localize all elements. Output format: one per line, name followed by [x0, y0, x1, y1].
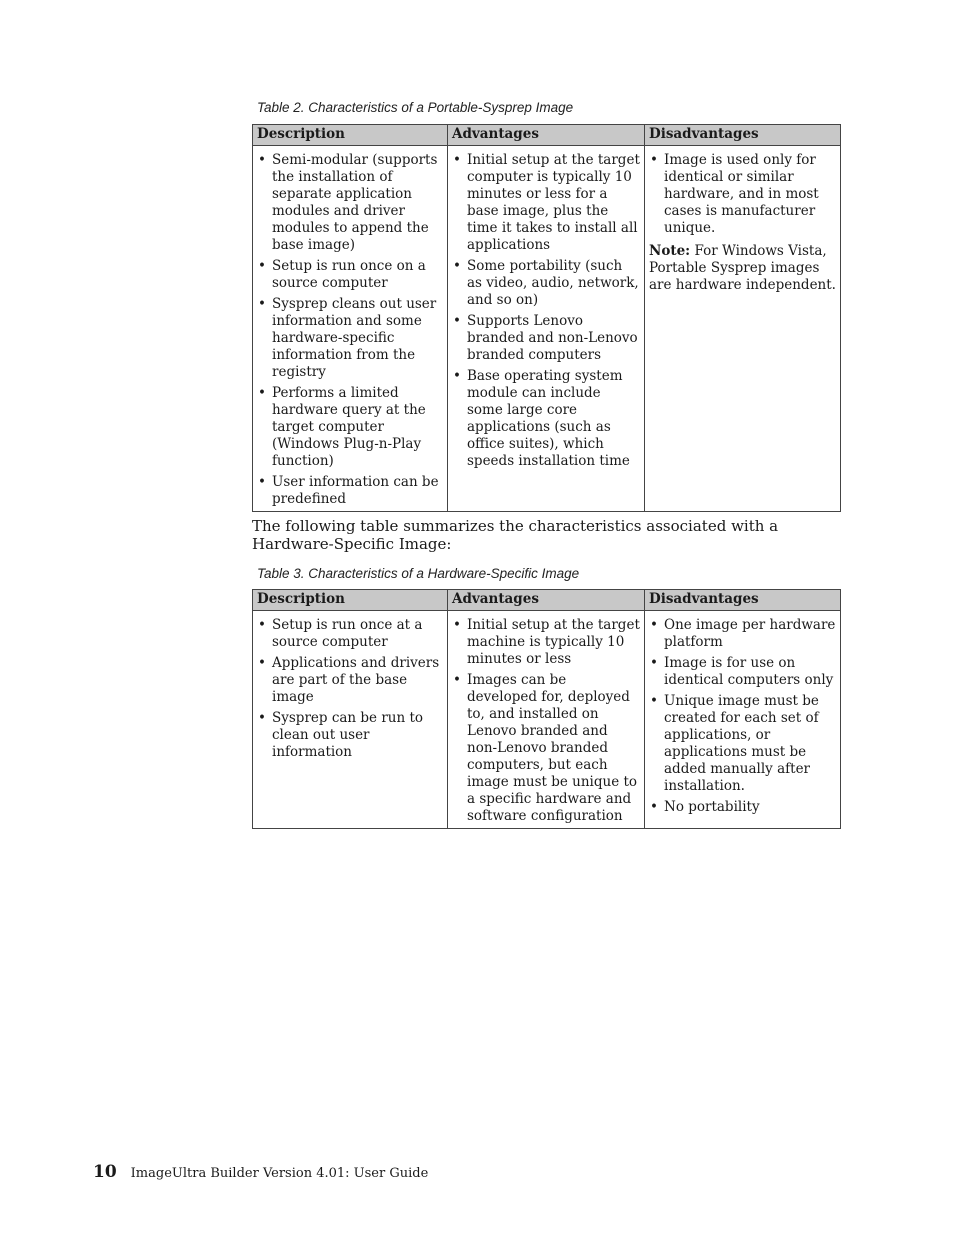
column-header-description: Description — [253, 125, 448, 146]
page-footer — [93, 1162, 428, 1182]
list-item: • Initial setup at the target machine is typically 10 minutes or less — [452, 617, 640, 668]
list-item: • Initial setup at the target computer is typically 10 minutes or less for a base image, plus the time it takes to install all applications — [452, 152, 640, 254]
table-portable-sysprep — [252, 124, 841, 512]
column-header-description: Description — [253, 590, 448, 611]
disadvantages-cell — [645, 611, 841, 829]
list-item: • User information can be predefined — [257, 474, 443, 508]
note-label: Note: — [649, 243, 691, 259]
column-header-disadvantages: Disadvantages — [645, 590, 841, 611]
table-row — [253, 146, 841, 512]
advantages-cell — [448, 146, 645, 512]
list-item: • Base operating system module can include some large core applications (such as office suites), which speeds installation time — [452, 368, 640, 470]
list-item: • Semi-modular (supports the installation of separate application modules and driver modules to append the base image) — [257, 152, 443, 254]
disadvantages-list — [649, 617, 836, 816]
note-text: For Windows Vista, Portable Sysprep images are hardware independent. — [649, 243, 836, 293]
disadvantages-list — [649, 152, 836, 237]
page-number: 10 — [93, 1162, 117, 1182]
list-item: • One image per hardware platform — [649, 617, 836, 651]
table-row — [253, 611, 841, 829]
table-hardware-specific — [252, 589, 841, 829]
list-item: • No portability — [649, 799, 836, 816]
table-header-row — [253, 125, 841, 146]
list-item: • Applications and drivers are part of the base image — [257, 655, 443, 706]
table-header-row — [253, 590, 841, 611]
list-item: • Image is used only for identical or similar hardware, and in most cases is manufacturer unique. — [649, 152, 836, 237]
advantages-list — [452, 617, 640, 825]
column-header-disadvantages: Disadvantages — [645, 125, 841, 146]
list-item: • Some portability (such as video, audio, network, and so on) — [452, 258, 640, 309]
list-item: • Setup is run once at a source computer — [257, 617, 443, 651]
description-cell — [253, 611, 448, 829]
list-item: • Unique image must be created for each set of applications, or applications must be added manually after installation. — [649, 693, 836, 795]
description-list — [257, 152, 443, 508]
list-item: • Sysprep can be run to clean out user information — [257, 710, 443, 761]
disadvantages-cell — [645, 146, 841, 512]
body-paragraph: The following table summarizes the characteristics associated with a Hardware-Specific Image: — [252, 517, 779, 553]
description-cell — [253, 146, 448, 512]
list-item: • Supports Lenovo branded and non-Lenovo branded computers — [452, 313, 640, 364]
footer-title: ImageUltra Builder Version 4.01: User Guide — [130, 1166, 429, 1181]
table-2-caption: Table 2. Characteristics of a Portable-Sysprep Image — [257, 100, 574, 115]
list-item: • Image is for use on identical computers only — [649, 655, 836, 689]
advantages-cell — [448, 611, 645, 829]
note — [649, 243, 836, 294]
list-item: • Sysprep cleans out user information and some hardware-specific information from the registry — [257, 296, 443, 381]
list-item: • Setup is run once on a source computer — [257, 258, 443, 292]
column-header-advantages: Advantages — [448, 590, 645, 611]
table-3-caption: Table 3. Characteristics of a Hardware-Specific Image — [257, 566, 580, 581]
advantages-list — [452, 152, 640, 470]
list-item: • Performs a limited hardware query at the target computer (Windows Plug-n-Play function) — [257, 385, 443, 470]
list-item: • Images can be developed for, deployed to, and installed on Lenovo branded and non-Lenovo branded computers, but each image must be unique to a specific hardware and software configuration — [452, 672, 640, 825]
description-list — [257, 617, 443, 761]
column-header-advantages: Advantages — [448, 125, 645, 146]
